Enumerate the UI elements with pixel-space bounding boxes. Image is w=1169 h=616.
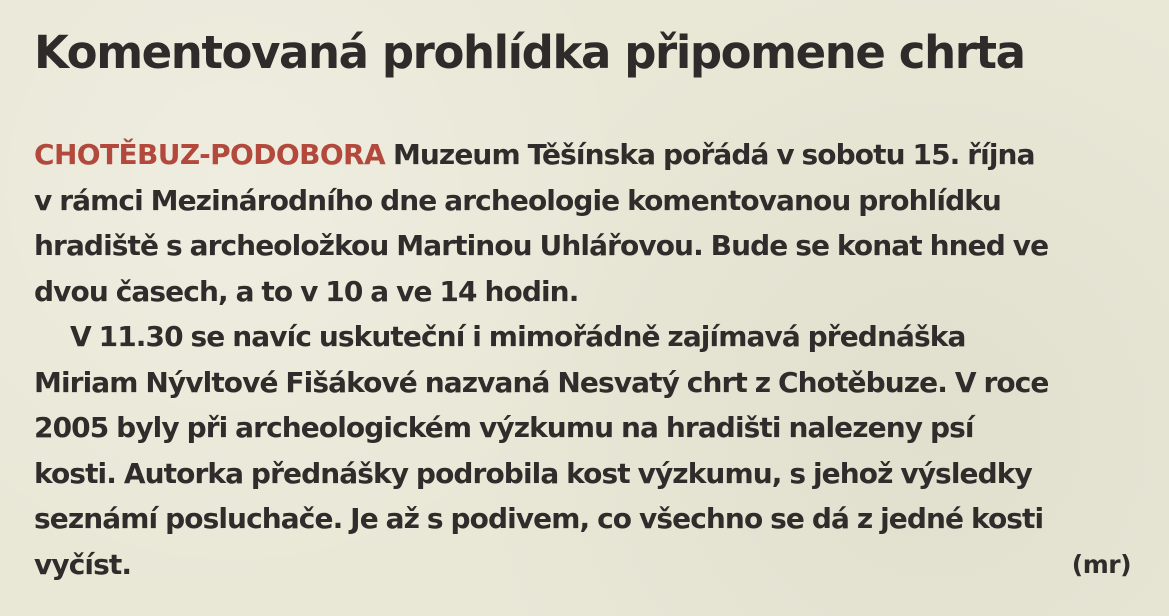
text-line-rest: Muzeum Těšínska pořádá v sobotu 15. října	[392, 138, 1035, 171]
text-line: 2005 byly při archeologickém výzkumu na hradišti nalezeny psí	[34, 411, 974, 444]
text-line: seznámí posluchače. Je až s podivem, co všechno se dá z jedné kosti	[34, 502, 1044, 535]
text-line: kosti. Autorka přednášky podrobila kost výzkumu, s jehož výsledky	[34, 456, 1032, 490]
last-text-line	[34, 542, 1137, 588]
text-line: v rámci Mezinárodního dne archeologie komentovanou prohlídku	[34, 183, 1001, 217]
headline: Komentovaná prohlídka připomene chrta	[34, 26, 1025, 79]
text-line	[34, 132, 1137, 178]
text-line-end: vyčíst.	[34, 547, 132, 581]
text-line: hradiště s archeoložkou Martinou Uhlářovou. Bude se konat hned ve	[34, 229, 1049, 262]
text-line: V 11.30 se navíc uskuteční i mimořádně zajímavá přednáška	[70, 320, 966, 353]
author-byline: (mr)	[1071, 549, 1131, 579]
paragraph-1	[34, 132, 1137, 314]
article-body	[34, 132, 1137, 587]
text-line: dvou časech, a to v 10 a ve 14 hodin.	[34, 274, 579, 308]
text-line: Miriam Nývltové Fišákové nazvaná Nesvatý chrt z Chotěbuze. V roce	[34, 365, 1049, 399]
dateline: CHOTĚBUZ-PODOBORA	[34, 138, 386, 171]
paragraph-2	[34, 314, 1137, 587]
